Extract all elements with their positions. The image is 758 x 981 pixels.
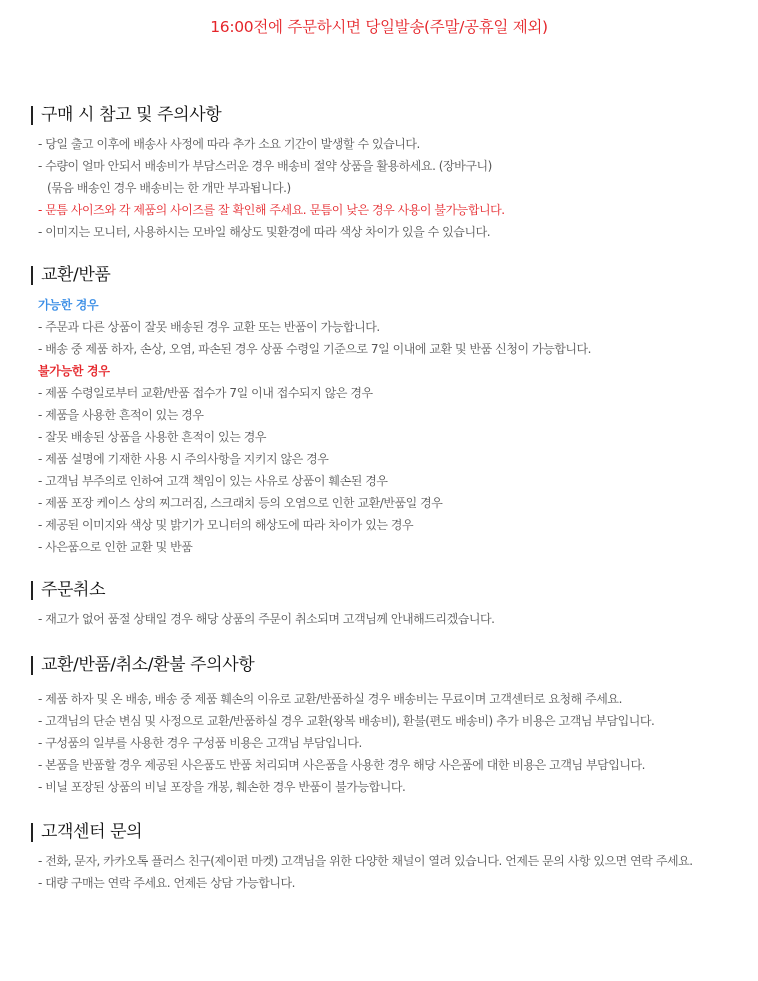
section-title-bar xyxy=(31,823,33,842)
list-item: - 고객님 부주의로 인하여 고객 책임이 있는 사유로 상품이 훼손된 경우 xyxy=(38,474,388,488)
cancel-section-title xyxy=(31,579,751,601)
list-item: - 구성품의 일부를 사용한 경우 구성품 비용은 고객님 부담입니다. xyxy=(38,736,362,750)
exchange-list xyxy=(31,294,751,558)
list-item-warning: - 문틈 사이즈와 각 제품의 사이즈를 잘 확인해 주세요. 문틈이 낮은 경우 사용이 불가능합니다. xyxy=(38,203,505,217)
list-item: - 수량이 얼마 안되서 배송비가 부담스러운 경우 배송비 절약 상품을 활용하세요. (장바구니) xyxy=(38,159,492,173)
list-item: - 주문과 다른 상품이 잘못 배송된 경우 교환 또는 반품이 가능합니다. xyxy=(38,320,380,334)
list-item: - 본품을 반품할 경우 제공된 사은품도 반품 처리되며 사은품을 사용한 경우 해당 사은품에 대한 비용은 고객님 부담입니다. xyxy=(38,758,646,772)
refund-section xyxy=(31,654,751,798)
cancel-section xyxy=(31,579,751,630)
list-item: - 제품을 사용한 흔적이 있는 경우 xyxy=(38,408,204,422)
list-item: - 비닐 포장된 상품의 비닐 포장을 개봉, 훼손한 경우 반품이 불가능합니다. xyxy=(38,780,406,794)
support-title-text: 고객센터 문의 xyxy=(41,822,143,842)
list-item: - 당일 출고 이후에 배송사 사정에 따라 추가 소요 기간이 발생할 수 있습니다. xyxy=(38,137,420,151)
list-item: - 사은품으로 인한 교환 및 반품 xyxy=(38,540,193,554)
section-title-bar xyxy=(31,581,33,600)
list-item: - 재고가 없어 품절 상태일 경우 해당 상품의 주문이 취소되며 고객님께 안내해드리겠습니다. xyxy=(38,612,495,626)
caution-list xyxy=(31,133,751,243)
list-item: - 대량 구매는 연락 주세요. 언제든 상담 가능합니다. xyxy=(38,876,296,890)
list-item: - 이미지는 모니터, 사용하시는 모바일 해상도 및환경에 따라 색상 차이가 있을 수 있습니다. xyxy=(38,225,491,239)
refund-list xyxy=(31,688,751,798)
list-item: - 배송 중 제품 하자, 손상, 오염, 파손된 경우 상품 수령일 기준으로 7일 이내에 교환 및 반품 신청이 가능합니다. xyxy=(38,342,592,356)
refund-section-title xyxy=(31,654,751,676)
caution-section-title xyxy=(31,104,751,126)
support-section xyxy=(31,821,751,894)
support-section-title xyxy=(31,821,751,843)
support-list xyxy=(31,850,751,894)
possible-cases-heading: 가능한 경우 xyxy=(38,298,99,312)
list-item: - 제품 하자 및 온 배송, 배송 중 제품 훼손의 이유로 교환/반품하실 경우 배송비는 무료이며 고객센터로 요청해 주세요. xyxy=(38,692,622,706)
impossible-cases-heading: 불가능한 경우 xyxy=(38,364,110,378)
same-day-shipping-banner: 16:00전에 주문하시면 당일발송(주말/공휴일 제외) xyxy=(210,18,548,36)
section-title-bar xyxy=(31,106,33,125)
caution-section xyxy=(31,104,751,243)
list-item: - 고객님의 단순 변심 및 사정으로 교환/반품하실 경우 교환(왕복 배송비), 환불(편도 배송비) 추가 비용은 고객님 부담입니다. xyxy=(38,714,655,728)
list-item: - 제품 설명에 기재한 사용 시 주의사항을 지키지 않은 경우 xyxy=(38,452,329,466)
list-item: - 제품 수령일로부터 교환/반품 접수가 7일 이내 접수되지 않은 경우 xyxy=(38,386,373,400)
list-item: - 제공된 이미지와 색상 및 밝기가 모니터의 해상도에 따라 차이가 있는 경우 xyxy=(38,518,414,532)
section-title-bar xyxy=(31,656,33,675)
exchange-section-title xyxy=(31,264,751,286)
list-item: - 잘못 배송된 상품을 사용한 흔적이 있는 경우 xyxy=(38,430,266,444)
exchange-section xyxy=(31,264,751,558)
cancel-title-text: 주문취소 xyxy=(41,580,106,600)
list-item: (묶음 배송인 경우 배송비는 한 개만 부과됩니다.) xyxy=(47,181,291,195)
caution-title-text: 구매 시 참고 및 주의사항 xyxy=(41,105,222,125)
list-item: - 전화, 문자, 카카오톡 플러스 친구(제이펀 마켓) 고객님을 위한 다양한 채널이 열려 있습니다. 언제든 문의 사항 있으면 연락 주세요. xyxy=(38,854,693,868)
refund-title-text: 교환/반품/취소/환불 주의사항 xyxy=(41,655,255,675)
section-title-bar xyxy=(31,266,33,285)
cancel-list xyxy=(31,608,751,630)
exchange-title-text: 교환/반품 xyxy=(41,265,111,285)
list-item: - 제품 포장 케이스 상의 찌그러짐, 스크래치 등의 오염으로 인한 교환/반품일 경우 xyxy=(38,496,443,510)
